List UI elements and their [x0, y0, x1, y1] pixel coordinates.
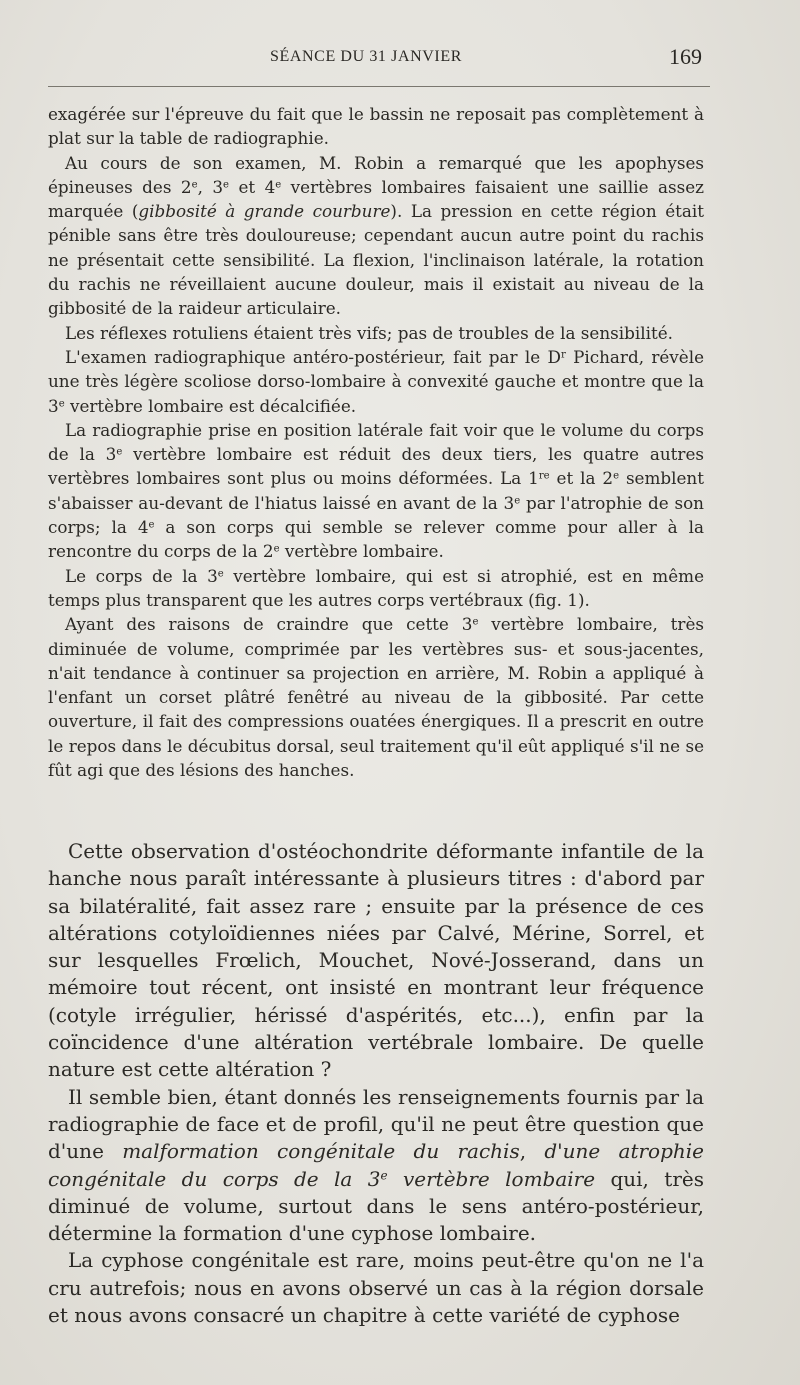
running-head: SÉANCE DU 31 JANVIER [270, 48, 462, 65]
italic-text: d'une atrophie congénitale du corps de la 3 [48, 1139, 704, 1191]
case-report-text [48, 102, 704, 782]
text-run: vertèbre lombaire, très diminuée de volume, comprimée par les vertèbres sus- et sous-jacentes, n'ait tendance à continuer sa projection en arrière, M. Robin a appliqué à l'enfant un corset plâtré fenêtré au niveau de la gibbosité. Par cette ouverture, il fait des compressions ouatées énergiques. Il a prescrit en outre le repos dans le décubitus dorsal, seul traitement qu'il eût appliqué s'il ne se fût agi que des lésions des hanches. [48, 614, 704, 781]
text-run: vertèbre lombaire est décalcifiée. [64, 395, 357, 416]
text-run: vertèbre lombaire. [279, 541, 444, 562]
superscript-text: e [514, 495, 521, 507]
page-number: 169 [669, 44, 702, 69]
text-run: semblent s'abaisser au-devant de l'hiatus laissé en avant de la 3 [48, 468, 704, 513]
paragraph [48, 1084, 704, 1248]
text-run: Au cours de son examen, M. Robin a remarqué que les apophyses épineuses des 2 [48, 152, 704, 197]
superscript-text: e [613, 470, 620, 482]
text-run: vertèbre lombaire est réduit des deux tiers, les quatre autres vertèbres lombaires sont plus ou moins déformées. La 1 [48, 444, 704, 489]
discussion-text [48, 838, 704, 1329]
text-run: exagérée sur l'épreuve du fait que le bassin ne reposait pas complètement à plat sur la table de radiographie. [48, 104, 704, 149]
paragraph [48, 1247, 704, 1329]
superscript-text: e [223, 179, 230, 191]
italic-text: malformation congénitale du rachis [122, 1139, 520, 1164]
text-run: qui, très diminué de volume, surtout dans le sens antéro-postérieur, détermine la formation d'une cyphose lombaire. [48, 1166, 704, 1246]
paragraph [48, 102, 704, 151]
superscript-text: e [275, 179, 282, 191]
text-run: Pichard, révèle une très légère scoliose dorso-lombaire à convexité gauche et montre que la 3 [48, 346, 704, 416]
text-run: La radiographie prise en position latérale fait voir que le volume du corps de la 3 [48, 419, 704, 465]
italic-text: vertèbre lombaire [387, 1166, 596, 1191]
superscript-text: e [472, 616, 479, 628]
italic-text [380, 1167, 387, 1191]
text-run: a son corps qui semble se relever comme pour aller à la rencontre du corps de la 2 [48, 517, 705, 562]
superscript-text: r [560, 349, 566, 361]
text-run: Il semble bien, étant donnés les renseignements fournis par la radiographie de face et de profil, qu'il ne peut être question que d'une [48, 1084, 704, 1164]
text-run: La cyphose congénitale est rare, moins peut-être qu'on ne l'a cru autrefois; nous en avons observé un cas à la région dorsale et nous avons consacré un chapitre à cette variété de cyphose [48, 1248, 704, 1328]
header-rule [48, 86, 710, 87]
superscript-text: re [538, 470, 550, 482]
text-run: Ayant des raisons de craindre que cette 3 [65, 614, 473, 635]
text-run: Cette observation d'ostéochondrite déformante infantile de la hanche nous paraît intéressante à plusieurs titres : d'abord par sa bilatéralité, fait assez rare ; ensuite par la présence de ces altérations cotyloïdiennes niées par Calvé, Mérine, Sorrel, et sur lesquelles Frœlich, Mouchet, Nové-Josserand, dans un mémoire tout récent, ont insisté en montrant leur fréquence (cotyle irrégulier, hérissé d'aspérités, etc...), enfin par la coïncidence d'une altération vertébrale lombaire. De quelle nature est cette altération ? [48, 839, 704, 1082]
text-run: et 4 [229, 176, 276, 197]
text-run: vertèbres lombaires faisaient une saillie assez marquée ( [48, 176, 704, 222]
text-run: et la 2 [549, 468, 614, 489]
text-run: Les réflexes rotuliens étaient très vifs; pas de troubles de la sensibilité. [65, 322, 673, 343]
paragraph [48, 151, 704, 321]
superscript-text: e [116, 446, 123, 458]
superscript-text: e [217, 568, 224, 580]
superscript-text: e [191, 179, 198, 191]
italic-text: gibbosité à grande courbure [138, 201, 391, 222]
text-run: , [519, 1139, 545, 1164]
paragraph [48, 564, 704, 613]
superscript-text: e [148, 519, 155, 531]
page-header [48, 44, 710, 74]
paragraph [48, 345, 704, 418]
paragraph [48, 418, 704, 564]
superscript-text: e [380, 1167, 388, 1182]
paragraph [48, 838, 704, 1084]
paragraph [48, 612, 704, 782]
superscript-text: e [58, 398, 65, 410]
text-run: Le corps de la 3 [65, 565, 218, 586]
superscript-text: e [273, 543, 280, 555]
text-run: ). La pression en cette région était pénible sans être très douloureuse; cependant aucun autre point du rachis ne présentait cette sensibilité. La flexion, l'inclinaison latérale, la rotation du rachis ne réveillaient aucune douleur, mais il existait au niveau de la gibbosité de la raideur articulaire. [48, 201, 705, 319]
text-run: , 3 [197, 176, 224, 197]
text-run: par l'atrophie de son corps; la 4 [48, 492, 704, 538]
text-run: L'examen radiographique antéro-postérieur, fait par le D [65, 346, 561, 367]
text-run: vertèbre lombaire, qui est si atrophié, est en même temps plus transparent que les autres corps vertébraux (fig. 1). [48, 565, 704, 610]
paragraph [48, 321, 704, 345]
